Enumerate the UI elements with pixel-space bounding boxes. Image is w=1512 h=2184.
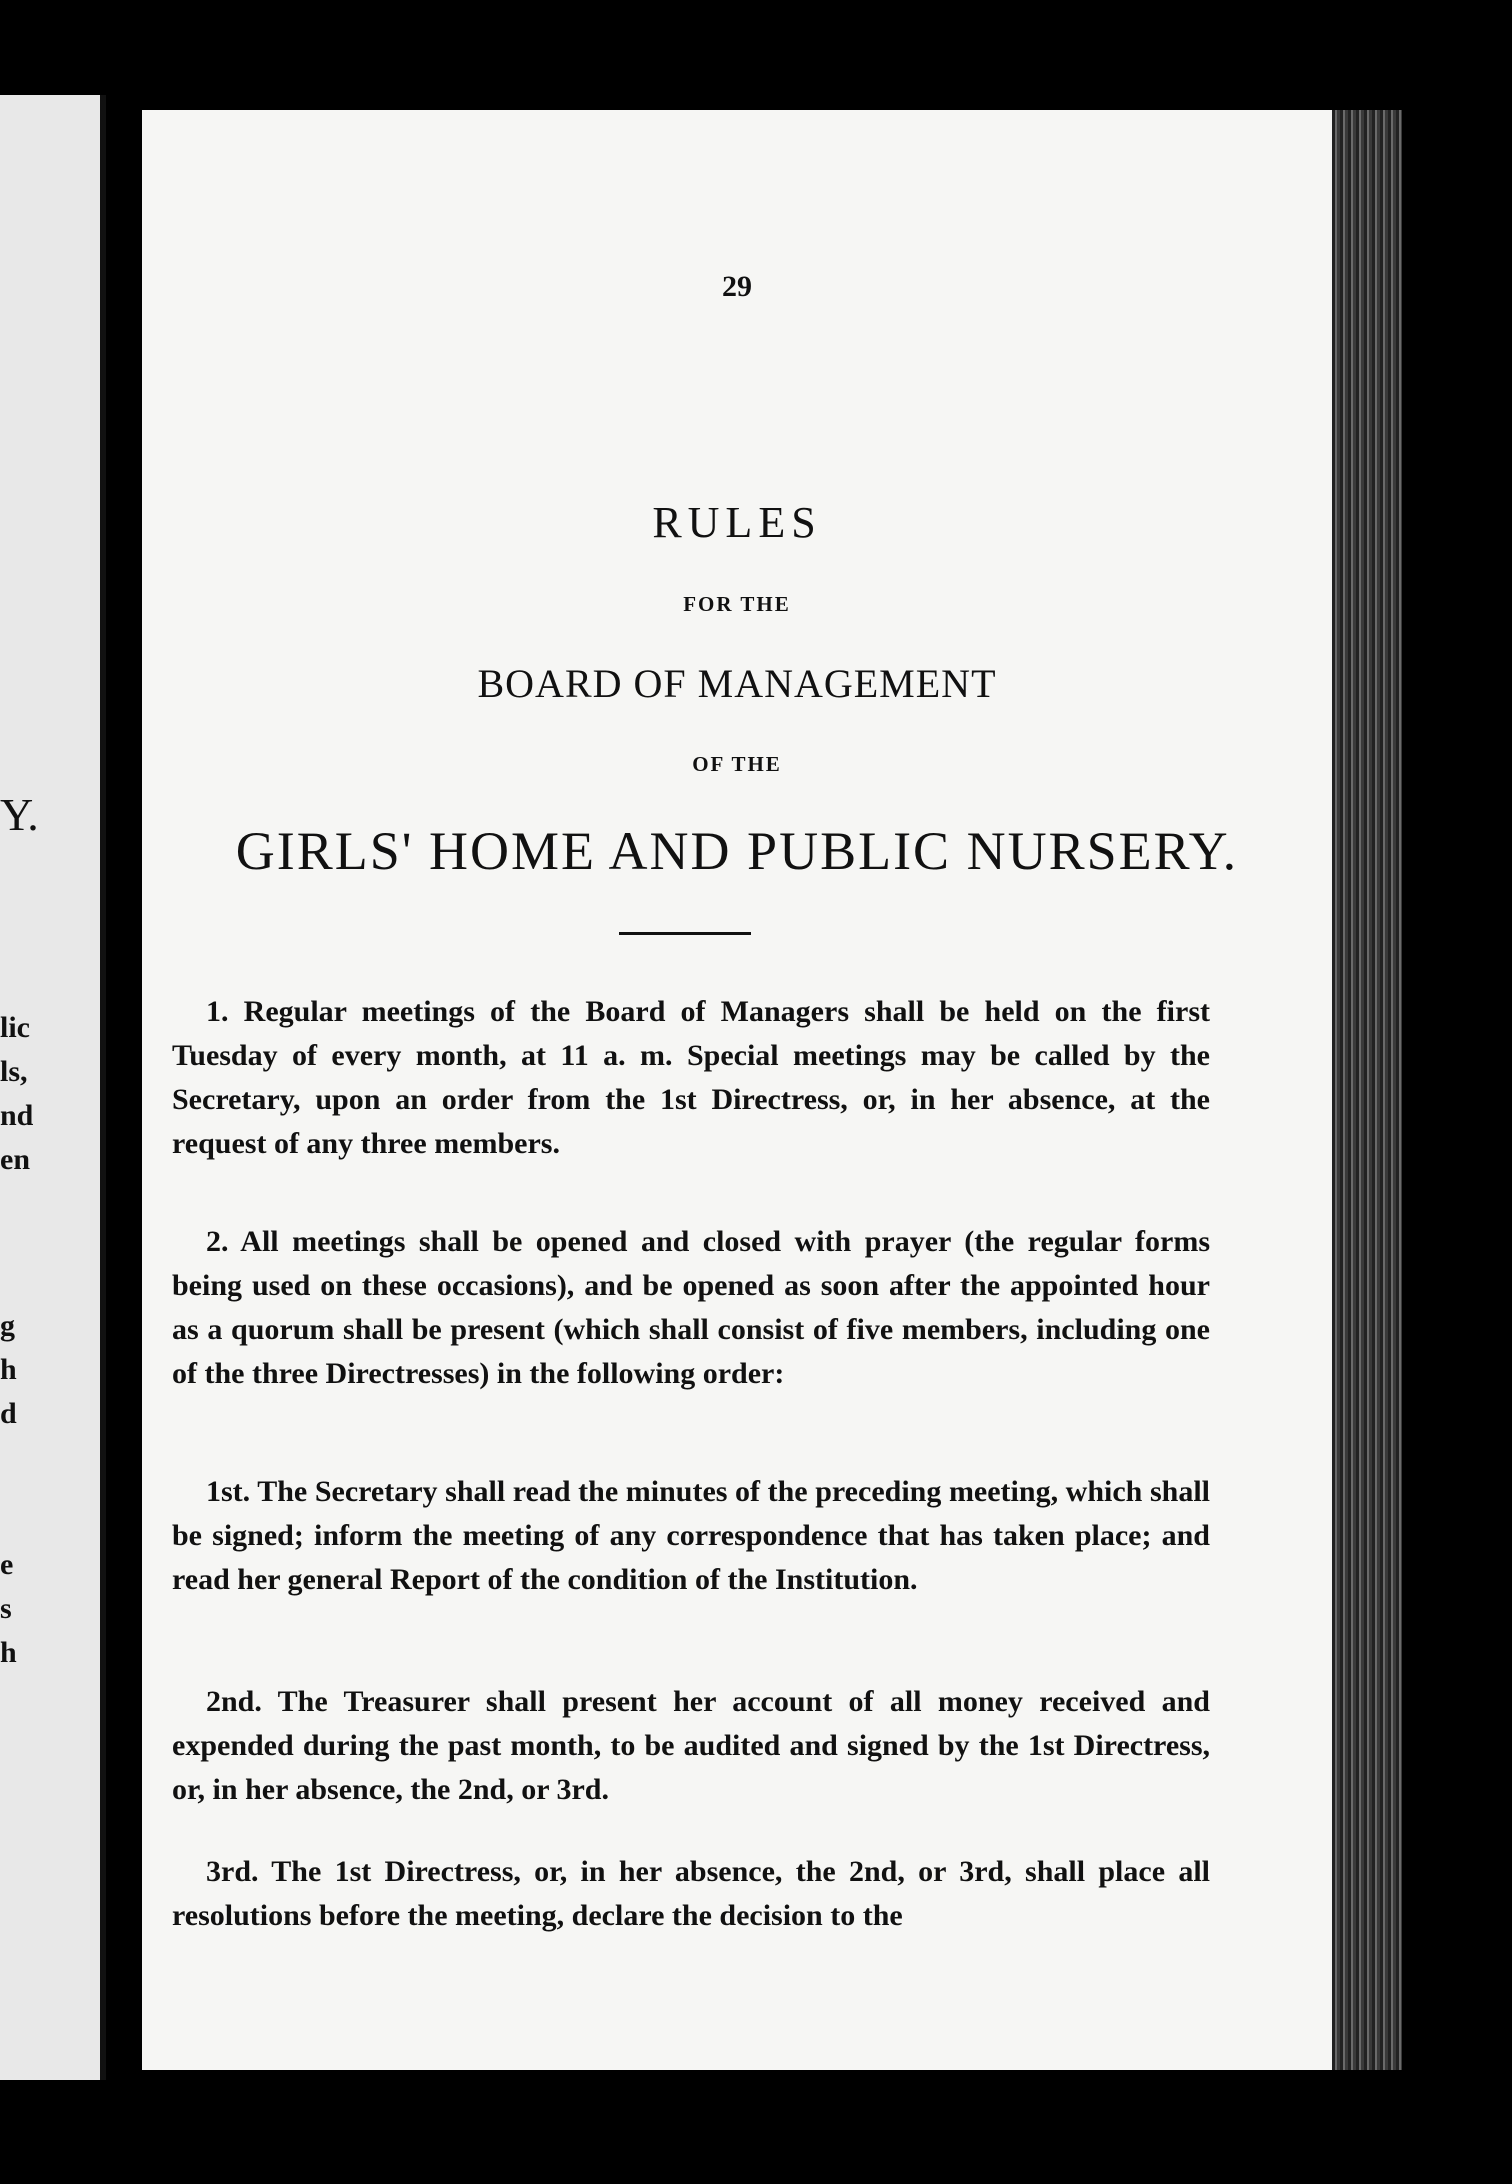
- left-page-fragment: h: [0, 1353, 17, 1386]
- left-page-fragment: nd: [0, 1099, 34, 1132]
- rule-paragraph-5: [172, 1850, 1210, 1938]
- divider-line: [619, 932, 751, 935]
- title-rules: RULES: [652, 498, 822, 547]
- left-page-fragment: e: [0, 1548, 14, 1581]
- left-page-fragment: lic: [0, 1011, 30, 1044]
- rule-paragraph-4: [172, 1680, 1210, 1812]
- rule-paragraph-3: [172, 1470, 1210, 1602]
- subtitle-for-the: FOR THE: [683, 592, 791, 616]
- paragraph-text: 2nd. The Treasurer shall present her account of all money received and expended during the past month, to be audited and signed by the 1st Directress, or, in her absence, the 2nd, or 3rd.: [172, 1685, 1210, 1806]
- title-board: BOARD OF MANAGEMENT: [477, 661, 997, 706]
- book-page: [142, 110, 1332, 2070]
- left-page-fragment: d: [0, 1397, 17, 1430]
- book-page-edges: [1332, 110, 1402, 2070]
- paragraph-text: 1st. The Secretary shall read the minutes of the preceding meeting, which shall be signed; inform the meeting of any correspondence that has taken place; and read her general Report of the condition of the Institution.: [172, 1475, 1210, 1596]
- left-page-fragment: en: [0, 1143, 30, 1176]
- subtitle-of-the: OF THE: [692, 752, 782, 776]
- title-institution: GIRLS' HOME AND PUBLIC NURSERY.: [235, 821, 1239, 881]
- left-page-fragment: ls,: [0, 1055, 28, 1088]
- rule-paragraph-1: [172, 990, 1210, 1166]
- paragraph-text: 3rd. The 1st Directress, or, in her absence, the 2nd, or 3rd, shall place all resolutions before the meeting, declare the decision to the: [172, 1855, 1210, 1932]
- left-page-fragment: g: [0, 1309, 15, 1342]
- paragraph-text: 2. All meetings shall be opened and closed with prayer (the regular forms being used on these occasions), and be opened as soon after the appointed hour as a quorum shall be present (which shall consist of five members, including one of the three Directresses) in the following order:: [172, 1225, 1210, 1390]
- paragraph-text: 1. Regular meetings of the Board of Managers shall be held on the first Tuesday of every month, at 11 a. m. Special meetings may be called by the Secretary, upon an order from the 1st Directress, or, in her absence, at the request of any three members.: [172, 995, 1210, 1160]
- rule-paragraph-2: [172, 1220, 1210, 1396]
- previous-page-edge: [0, 95, 106, 2080]
- left-page-fragment: Y.: [0, 789, 39, 840]
- left-page-fragment: h: [0, 1636, 17, 1669]
- left-page-fragment: s: [0, 1592, 12, 1625]
- page-number: 29: [722, 270, 752, 303]
